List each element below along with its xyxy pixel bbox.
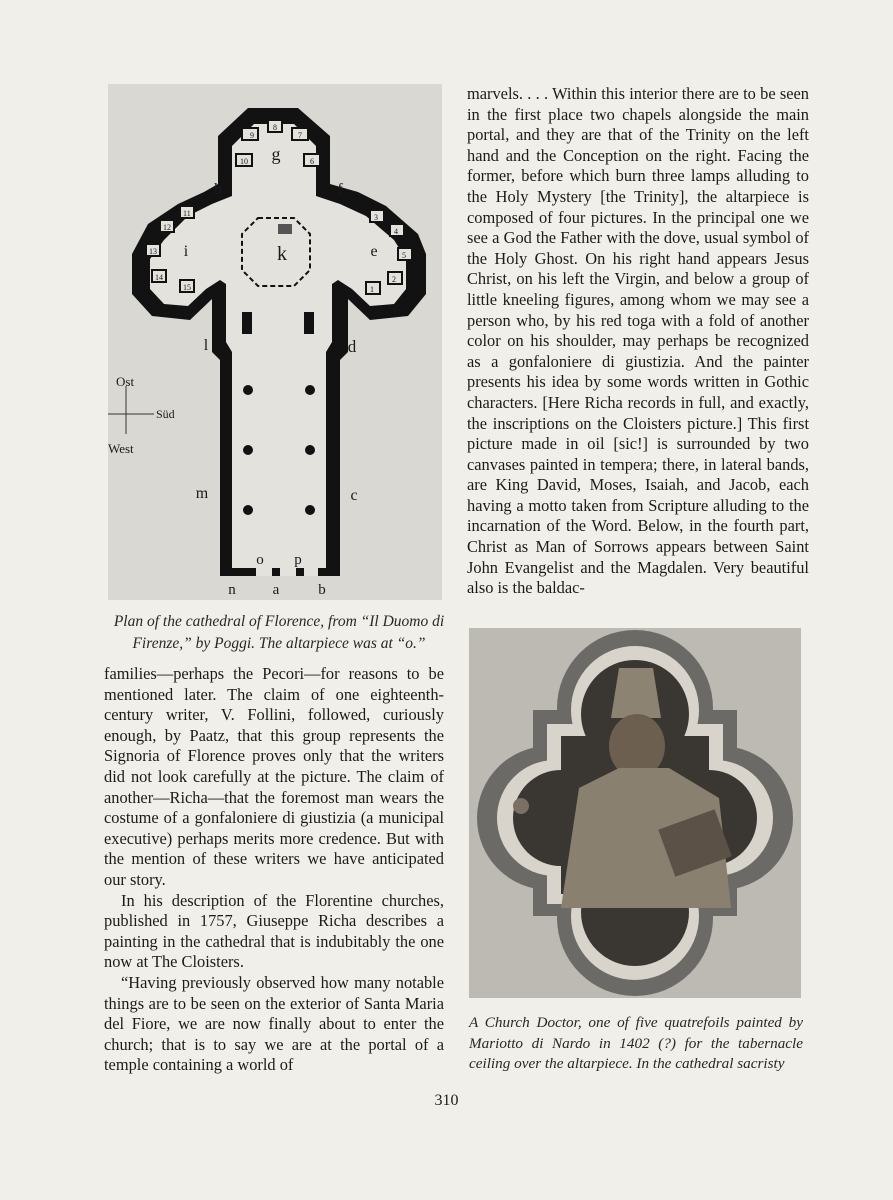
painting-caption: A Church Doctor, one of five quatrefoils painted by Mariotto di Nardo in 1402 (?) for the tabernacle ceiling over the altarpiece. In the cathedral sacristy: [469, 1014, 803, 1072]
plan-label-l: l: [203, 337, 209, 354]
plan-label-m: m: [195, 485, 209, 502]
plan-caption: Plan of the cathedral of Florence, from “Il Duomo di Firenze,” by Poggi. The altarpiece was at “o.”: [113, 613, 445, 652]
plan-number-14: 14: [155, 273, 163, 282]
left-paragraph-2: In his description of the Florentine churches, published in 1757, Giuseppe Richa describes a painting in the cathedral that is indubitably the one now at The Cloisters.: [104, 890, 444, 972]
plan-number-13: 13: [149, 247, 157, 256]
church-doctor-painting: [469, 628, 801, 998]
plan-number-12: 12: [163, 223, 171, 232]
plan-label-d: d: [347, 337, 357, 356]
plan-number-4: 4: [394, 227, 398, 236]
plan-label-p: p: [294, 552, 302, 568]
plan-number-1: 1: [370, 285, 374, 294]
compass-label-west: West: [108, 441, 134, 456]
left-paragraph-3: “Having previously observed how many notable things are to be seen on the exterior of Santa Maria del Fiore, we are now finally about to enter the church; that is to say we are at the portal of a temple containing a world of: [104, 972, 444, 1075]
plan-label-c: c: [350, 487, 358, 504]
quatrefoil-painting-image: [469, 628, 801, 998]
plan-number-9: 9: [250, 131, 254, 140]
plan-label-i: i: [183, 243, 189, 260]
plan-number-7: 7: [298, 131, 302, 140]
plan-label-k: k: [277, 243, 287, 265]
plan-label-b: b: [318, 582, 326, 598]
page-number: 310: [434, 1092, 459, 1109]
plan-label-a: a: [272, 582, 280, 598]
plan-label-o: o: [256, 552, 264, 568]
plan-label-f: f: [337, 181, 343, 198]
left-column: [104, 664, 444, 1076]
compass-label-sud: Süd: [156, 407, 175, 421]
right-paragraph-1: marvels. . . . Within this interior there are to be seen in the first place two chapels alongside the main portal, and they are that of the Trinity on the left hand and the Conception on the right. Facing the former, before which burn three lamps alluding to the Holy Mystery [the Trinity], the altarpiece is composed of four pictures. In the principal one we see a God the Father with the dove, usual symbol of the Holy Ghost. On his right hand appears Jesus Christ, on his left the Virgin, and below a group of little kneeling figures, among whom we may see a person who, by his red toga with a fold of another color on his shoulder, may perhaps be recognized as a gonfaloniere di giustizia. And the painter presents his idea by some words written in Gothic characters. [Here Richa records in full, and exactly, the inscriptions on the Cloisters picture.] This first picture made in oil [sic!] is surrounded by two canvases painted in tempera; there, in lateral bands, are King David, Moses, Isaiah, and Jacob, each having a motto taken from Scripture alluding to the incarnation of the Word. Below, in the fourth part, Christ as Man of Sorrows appears between Saint John Evangelist and the Magdalen. Very beautiful also is the baldac-: [467, 84, 809, 598]
compass-label-ost: Ost: [116, 374, 135, 389]
right-column: [467, 84, 809, 599]
plan-label-h: h: [214, 181, 222, 198]
cathedral-plan-drawing: [108, 84, 442, 600]
left-paragraph-1: families—perhaps the Pecori—for reasons to be mentioned later. The claim of one eighteenth-century writer, V. Follini, followed, curiously enough, by Paatz, that this group represents the Signoria of Florence proves only that the writers did not look carefully at the picture. The claim of another—Richa—that the foremost man wears the costume of a gonfaloniere di giustizia (a municipal executive) perhaps merits more credence. But with the mention of these writers we have anticipated our story.: [104, 664, 444, 889]
cathedral-plan-figure: [108, 84, 442, 600]
plan-label-e: e: [370, 243, 378, 260]
plan-label-n: n: [228, 582, 236, 598]
plan-number-6: 6: [310, 157, 314, 166]
plan-number-5: 5: [402, 251, 406, 260]
plan-number-10: 10: [240, 157, 248, 166]
plan-number-3: 3: [374, 213, 378, 222]
plan-number-15: 15: [183, 283, 191, 292]
plan-number-8: 8: [273, 123, 277, 132]
plan-label-g: g: [271, 144, 281, 164]
plan-number-2: 2: [392, 275, 396, 284]
plan-number-11: 11: [183, 209, 191, 218]
